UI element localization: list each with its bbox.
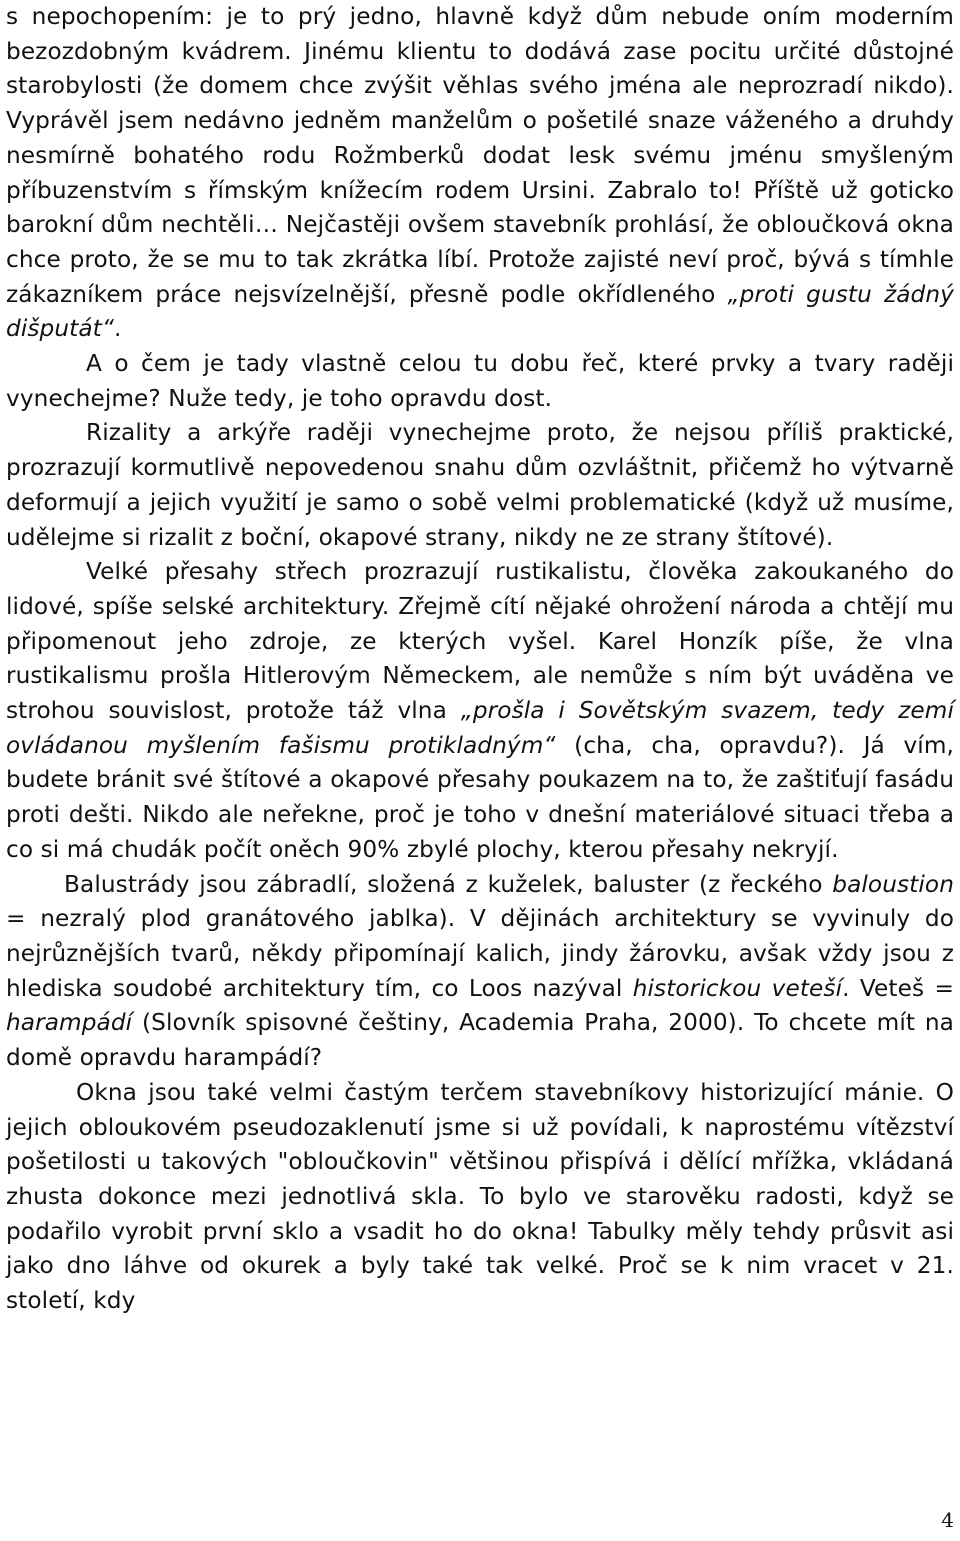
document-page [6, 0, 954, 1319]
text-segment: Okna jsou také velmi častým terčem stavebníkovy historizující mánie. O jejich obloukovém pseudozaklenutí jsme si už povídali, k naprostému vítězství pošetilosti u takových "obloučkovin" většinou přispívá i dělící mřížka, vkládaná zhusta dokonce mezi jednotlivá skla. To bylo ve starověku radosti, když se podařilo vyrobit první sklo a vsadit ho do okna! Tabulky měly tehdy průsvit asi jako dno láhve od okurek a byly také tak velké. Proč se k nim vracet v 21. století, kdy [6, 1078, 954, 1315]
paragraph-1 [6, 0, 954, 347]
text-segment: Rizality a arkýře raději vynechejme proto, že nejsou příliš praktické, prozrazují kormutlivě nepovedenou snahu dům ozvláštnit, přičemž ho výtvarně deformují a jejich využití je samo o sobě velmi problematické (když už musíme, udělejme si rizalit z boční, okapové strany, nikdy ne ze strany štítové). [6, 419, 954, 551]
text-segment: . Veteš = [842, 974, 954, 1002]
paragraph-3 [6, 416, 954, 555]
text-segment: (cha, cha, opravdu?). Já vím, budete bránit své štítové a okapové přesahy poukazem na to, že zaštiťují fasádu proti dešti. Nikdo ale neřekne, proč je toho v dnešní materiálové situaci třeba a co si má chudák počít oněch 90% zbylé plochy, kterou přesahy nekryjí. [6, 731, 954, 863]
page-number: 4 [941, 1508, 954, 1532]
italic-term: harampádí [6, 1009, 133, 1037]
text-segment: Balustrády jsou zábradlí, složená z kuželek, baluster (z řeckého [64, 870, 833, 898]
text-segment: A o čem je tady vlastně celou tu dobu řeč, které prvky a tvary raději vynechejme? Nuže tedy, je toho opravdu dost. [6, 350, 954, 412]
text-segment: s nepochopením: je to prý jedno, hlavně když dům nebude oním moderním bezozdobným kvádrem. Jinému klientu to dodává zase pocitu určité důstojné starobylosti (že domem chce zvýšit věhlas svého jména ale neprozradí nikdo). Vyprávěl jsem nedávno jedněm manželům o pošetilé snaze váženého a druhdy nesmírně bohatého rodu Rožmberků dodat lesk svému jménu smyšleným příbuzenstvím s římským knížecím rodem Ursini. Zabralo to! Příště už goticko barokní dům nechtěli… Nejčastěji ovšem stavebník prohlásí, že obloučková okna chce proto, že se mu to tak zkrátka líbí. Protože zajisté neví proč, bývá s tímhle zákazníkem práce nejsvízelnější, přesně podle okřídleného [6, 3, 954, 308]
italic-term: baloustion [832, 870, 954, 898]
text-segment: = nezralý plod granátového jablka). V dějinách architektury se vyvinuly do nejrůznějších tvarů, někdy připomínají kalich, jindy žárovku, avšak vždy jsou z hlediska soudobé architektury tím, co Loos nazýval [6, 905, 954, 1002]
paragraph-5 [6, 868, 954, 1076]
italic-term: historickou veteší [632, 974, 843, 1002]
text-segment: . [113, 315, 122, 343]
paragraph-4 [6, 555, 954, 867]
text-segment: (Slovník spisovné češtiny, Academia Praha, 2000). To chcete mít na domě opravdu harampádí? [6, 1009, 954, 1072]
italic-quote: „prošla i Sovětským svazem, tedy zemí ovládanou myšlením fašismu protikladným“ [6, 697, 955, 759]
text-segment: Velké přesahy střech prozrazují rustikalistu, člověka zakoukaného do lidové, spíše selské architektury. Zřejmě cítí nějaké ohrožení národa a chtějí mu připomenout jeho zdroje, ze kterých vyšel. Karel Honzík píše, že vlna rustikalismu prošla Hitlerovým Německem, ale nemůže s ním být uváděna ve strohou souvislost, protože táž vlna [6, 558, 954, 725]
paragraph-2 [6, 347, 954, 416]
paragraph-6 [6, 1076, 954, 1319]
italic-quote: „proti gustu žádný dišputát“ [6, 280, 954, 343]
